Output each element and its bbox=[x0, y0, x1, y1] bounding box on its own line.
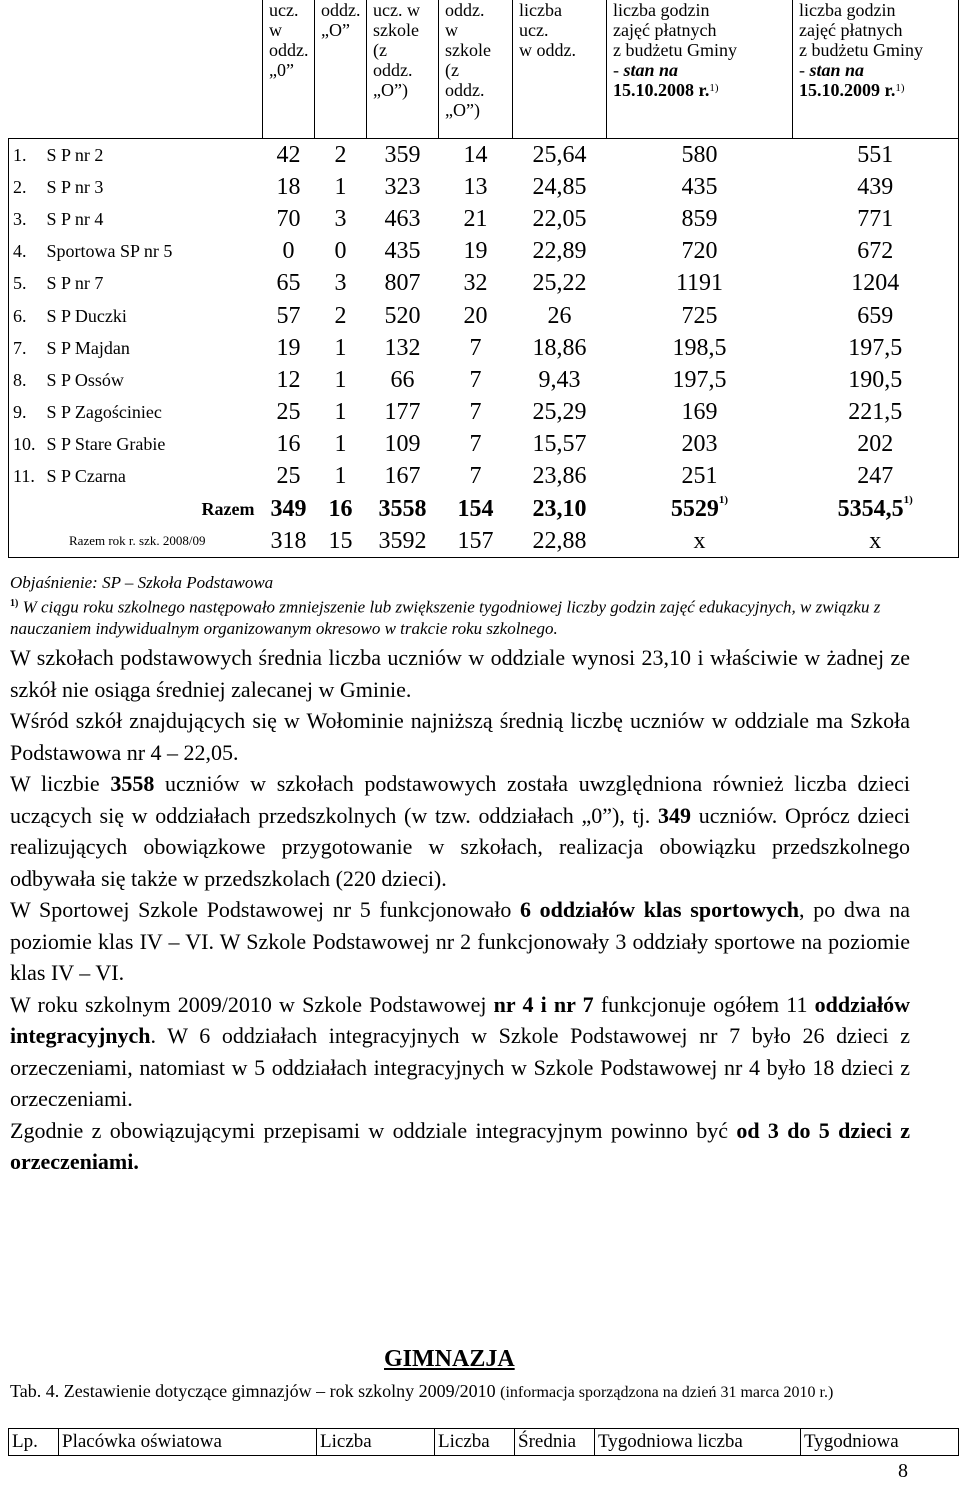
table-cell: 26 bbox=[547, 302, 572, 329]
table-cell: 435 bbox=[384, 238, 421, 265]
table-notes bbox=[10, 572, 950, 639]
table-cell: 197,5 bbox=[672, 366, 727, 393]
table-cell: 7 bbox=[469, 399, 482, 426]
table-cell: 3 bbox=[334, 205, 347, 232]
table-row bbox=[9, 397, 959, 429]
primary-schools-table bbox=[8, 0, 959, 558]
table-cell: 25 bbox=[276, 463, 301, 490]
school-name: S P nr 4 bbox=[46, 208, 104, 229]
table-cell: 14 bbox=[439, 139, 513, 172]
row-number: 8. bbox=[9, 364, 47, 396]
school-name: S P nr 3 bbox=[46, 176, 104, 197]
table-cell: 247 bbox=[793, 461, 959, 493]
school-name: S P Duczki bbox=[46, 305, 127, 326]
previous-year-cell: x bbox=[607, 525, 793, 558]
school-name: S P Czarna bbox=[46, 466, 126, 487]
table-cell: 0 bbox=[334, 238, 347, 265]
header-weekly-count: Tygodniowa liczba bbox=[595, 1429, 801, 1456]
paragraph-average: W szkołach podstawowych średnia liczba uczniów w oddziale wynosi 23,10 i właściwie w żadnej ze szkół nie osiąga średniej zalecanej w Gminie. bbox=[10, 645, 910, 702]
table-cell: 132 bbox=[384, 334, 421, 361]
section-title: GIMNAZJA bbox=[384, 1346, 515, 1372]
table-cell: 42 bbox=[263, 139, 315, 172]
header-students-oddz0: ucz. w oddz. „0” bbox=[269, 0, 309, 80]
table-cell: 1 bbox=[334, 334, 347, 361]
table-row bbox=[9, 203, 959, 235]
total-cell: 154 bbox=[457, 495, 494, 522]
row-number: 7. bbox=[9, 332, 47, 364]
school-name: Sportowa SP nr 5 bbox=[46, 241, 173, 262]
table-cell: 15,57 bbox=[532, 431, 587, 458]
table-cell: 18 bbox=[276, 173, 301, 200]
row-number: 2. bbox=[9, 171, 47, 203]
table-cell: 203 bbox=[681, 431, 718, 458]
header-lp: Lp. bbox=[9, 1429, 59, 1456]
previous-year-cell: 157 bbox=[439, 525, 513, 558]
total-cell: 349 bbox=[270, 495, 307, 522]
total-footnote-mark: 1) bbox=[903, 493, 913, 506]
paragraph-sports: W Sportowej Szkole Podstawowej nr 5 funkcjonowało 6 oddziałów klas sportowych, po dwa na poziomie klas IV – VI. W Szkole Podstawowej nr 2 funkcjonowały 3 oddziały sportowe na poziomie klas IV – VI. bbox=[10, 897, 910, 985]
table-cell: 167 bbox=[384, 463, 421, 490]
row-number: 3. bbox=[9, 203, 47, 235]
table-cell: 169 bbox=[681, 399, 718, 426]
table-row bbox=[9, 268, 959, 300]
table-row bbox=[9, 236, 959, 268]
total-value: 5529 bbox=[670, 495, 719, 522]
header-hours-2009: liczba godzin zajęć płatnych z budżetu Gminy - stan na 15.10.2009 r.$^{1)}$ bbox=[799, 0, 923, 100]
table-row bbox=[9, 332, 959, 364]
table-cell: 323 bbox=[384, 173, 421, 200]
table-cell: 23,86 bbox=[532, 463, 587, 490]
paragraph-regulations: Zgodnie z obowiązującymi przepisami w oddziale integracyjnym powinno być od 3 do 5 dzieci z orzeczeniami. bbox=[10, 1117, 911, 1174]
table-cell: 2 bbox=[334, 302, 347, 329]
previous-year-cell: 3592 bbox=[367, 525, 439, 558]
table-cell: 22,05 bbox=[532, 205, 587, 232]
school-name: S P nr 2 bbox=[47, 139, 263, 172]
previous-year-cell: 15 bbox=[315, 525, 367, 558]
table-cell: 109 bbox=[384, 431, 421, 458]
table-header-row bbox=[9, 1429, 959, 1456]
row-number: 10. bbox=[9, 429, 47, 461]
table-cell: 251 bbox=[681, 463, 718, 490]
footnote-text: W ciągu roku szkolnego następowało zmniejszenie lub zwiększenie tygodniowej liczby godzin zajęć edukacyjnych, w związku z nauczaniem indywidualnym organizowanym okresowo w trakcie roku szkolnego. bbox=[10, 597, 881, 638]
header-hours-2008-label: liczba godzin zajęć płatnych z budżetu Gminy bbox=[613, 0, 737, 60]
table-cell: 7 bbox=[469, 334, 482, 361]
table-cell: 439 bbox=[793, 171, 959, 203]
header-students-in-school: ucz. w szkole (z oddz. „O”) bbox=[373, 0, 420, 100]
table-cell: 21 bbox=[463, 205, 488, 232]
total-label: Razem bbox=[9, 493, 263, 525]
footnote-mark: 1) bbox=[10, 598, 19, 609]
table-cell: 25,22 bbox=[532, 270, 587, 297]
table-cell: 807 bbox=[384, 270, 421, 297]
table-caption bbox=[10, 1380, 940, 1404]
table-cell: 771 bbox=[793, 203, 959, 235]
table-row bbox=[9, 461, 959, 493]
table-cell: 1204 bbox=[793, 268, 959, 300]
table-cell: 725 bbox=[681, 302, 718, 329]
table-cell: 3 bbox=[334, 270, 347, 297]
header-oddz0: oddz. „O” bbox=[321, 0, 361, 40]
table-body bbox=[9, 139, 959, 558]
footnote bbox=[10, 593, 950, 639]
table-cell: 1191 bbox=[675, 270, 724, 297]
table-cell: 22,89 bbox=[532, 238, 587, 265]
gymnasium-table bbox=[8, 1428, 959, 1456]
table-cell: 24,85 bbox=[532, 173, 587, 200]
table-cell: 25,64 bbox=[513, 139, 607, 172]
previous-year-label: Razem rok r. szk. 2008/09 bbox=[9, 525, 263, 558]
table-cell: 177 bbox=[384, 399, 421, 426]
header-classes-in-school: oddz. w szkole (z oddz. „O”) bbox=[445, 0, 491, 120]
total-value: 5354,5 bbox=[837, 495, 904, 522]
row-number: 6. bbox=[9, 300, 47, 332]
table-cell: 197,5 bbox=[793, 332, 959, 364]
paragraph-integration: W roku szkolnym 2009/2010 w Szkole Podstawowej nr 4 i nr 7 funkcjonuje ogółem 11 oddziałów integracyjnych. W 6 oddziałach integracyjnych w Szkole Podstawowej nr 7 było 26 dzieci z orzeczeniami, natomiast w 5 oddziałach integracyjnych w Szkole Podstawowej nr 4 było 18 dzieci z orzeczeniami. bbox=[10, 991, 910, 1111]
table-cell: 359 bbox=[367, 139, 439, 172]
table-cell: 190,5 bbox=[793, 364, 959, 396]
table-cell: 57 bbox=[276, 302, 301, 329]
row-number: 5. bbox=[9, 268, 47, 300]
table-cell: 70 bbox=[276, 205, 301, 232]
table-cell: 859 bbox=[681, 205, 718, 232]
total-row bbox=[9, 493, 959, 525]
header-count-1: Liczba bbox=[317, 1429, 435, 1456]
table-row bbox=[9, 429, 959, 461]
previous-year-row bbox=[9, 525, 959, 558]
table-cell: 1 bbox=[334, 463, 347, 490]
table-cell: 13 bbox=[463, 173, 488, 200]
table-cell: 659 bbox=[793, 300, 959, 332]
total-cell bbox=[793, 493, 959, 525]
row-number: 4. bbox=[9, 236, 47, 268]
header-institution: Placówka oświatowa bbox=[59, 1429, 317, 1456]
school-name: S P Stare Grabie bbox=[46, 434, 166, 455]
table-cell: 20 bbox=[463, 302, 488, 329]
paragraph-lowest: Wśród szkół znajdujących się w Wołominie najniższą średnią liczbę uczniów w oddziale ma Szkoła Podstawowa nr 4 – 22,05. bbox=[10, 708, 910, 765]
table-header-row bbox=[9, 0, 959, 139]
table-cell: 7 bbox=[469, 366, 482, 393]
table-cell: 221,5 bbox=[793, 397, 959, 429]
paragraph-preschool: W liczbie 3558 uczniów w szkołach podstawowych została uwzględniona również liczba dzieci uczących się w oddziałach przedszkolnych (w tzw. oddziałach „0”), tj. 349 uczniów. Oprócz dzieci realizujących obowiązkowe przygotowanie w szkołach, realizacja obowiązku przedszkolnego odbywała się także w przedszkolach (220 dzieci). bbox=[10, 771, 911, 891]
caption-main: Tab. 4. Zestawienie dotyczące gimnazjów – rok szkolny 2009/2010 bbox=[10, 1381, 501, 1401]
table-cell: 198,5 bbox=[672, 334, 727, 361]
table-cell: 9,43 bbox=[538, 366, 581, 393]
previous-year-cell: 318 bbox=[263, 525, 315, 558]
school-name: S P Ossów bbox=[46, 369, 124, 390]
table-cell: 32 bbox=[463, 270, 488, 297]
total-cell: 3558 bbox=[378, 495, 427, 522]
table-cell: 7 bbox=[469, 431, 482, 458]
table-cell: 551 bbox=[793, 139, 959, 172]
row-number: 1. bbox=[9, 139, 47, 172]
table-row bbox=[9, 171, 959, 203]
school-name: S P Majdan bbox=[46, 337, 130, 358]
table-cell: 463 bbox=[384, 205, 421, 232]
table-cell: 0 bbox=[282, 238, 295, 265]
body-text bbox=[10, 642, 910, 1178]
table-cell: 19 bbox=[276, 334, 301, 361]
table-cell: 18,86 bbox=[532, 334, 587, 361]
header-hours-2008: liczba godzin zajęć płatnych z budżetu Gminy - stan na 15.10.2008 r.$^{1)}$ bbox=[613, 0, 737, 100]
table-row bbox=[9, 139, 959, 172]
school-name: S P nr 7 bbox=[46, 273, 104, 294]
table-cell: 25 bbox=[276, 399, 301, 426]
table-cell: 720 bbox=[681, 238, 718, 265]
table-cell: 580 bbox=[607, 139, 793, 172]
page-number: 8 bbox=[898, 1460, 908, 1482]
row-number: 9. bbox=[9, 397, 47, 429]
table-cell: 25,29 bbox=[532, 399, 587, 426]
table-cell: 1 bbox=[334, 366, 347, 393]
header-count-2: Liczba bbox=[435, 1429, 515, 1456]
header-hours-2009-label: liczba godzin zajęć płatnych z budżetu Gminy bbox=[799, 0, 923, 60]
table-cell: 1 bbox=[334, 431, 347, 458]
table-cell: 202 bbox=[793, 429, 959, 461]
table-cell: 520 bbox=[384, 302, 421, 329]
table-cell: 16 bbox=[276, 431, 301, 458]
previous-year-cell: x bbox=[793, 525, 959, 558]
caption-note: (informacja sporządzona na dzień 31 marca 2010 r.) bbox=[500, 1384, 834, 1401]
table-row bbox=[9, 364, 959, 396]
header-weekly: Tygodniowa bbox=[801, 1429, 959, 1456]
table-cell: 2 bbox=[315, 139, 367, 172]
table-cell: 672 bbox=[793, 236, 959, 268]
table-cell: 12 bbox=[276, 366, 301, 393]
table-cell: 1 bbox=[334, 173, 347, 200]
table-cell: 1 bbox=[334, 399, 347, 426]
header-students-per-class: liczba ucz. w oddz. bbox=[519, 0, 576, 60]
total-cell: 16 bbox=[328, 495, 353, 522]
header-average: Średnia bbox=[515, 1429, 595, 1456]
table-cell: 65 bbox=[276, 270, 301, 297]
row-number: 11. bbox=[9, 461, 47, 493]
previous-year-cell: 22,88 bbox=[513, 525, 607, 558]
total-footnote-mark: 1) bbox=[718, 493, 729, 506]
table-cell: 435 bbox=[681, 173, 718, 200]
table-row bbox=[9, 300, 959, 332]
explanation-note: Objaśnienie: SP – Szkoła Podstawowa bbox=[10, 573, 274, 592]
table-cell: 66 bbox=[390, 366, 415, 393]
table-cell: 7 bbox=[469, 463, 482, 490]
table-cell: 19 bbox=[463, 238, 488, 265]
total-cell: 23,10 bbox=[532, 495, 587, 522]
total-cell bbox=[607, 493, 793, 525]
school-name: S P Zagościniec bbox=[46, 402, 162, 423]
